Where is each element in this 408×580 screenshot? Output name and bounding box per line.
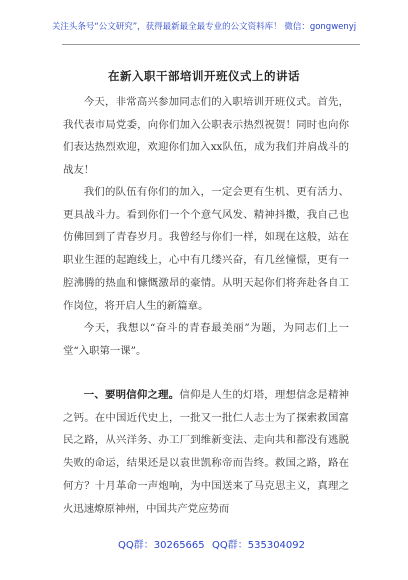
section-1-heading: 一、要明信仰之理。 [83, 389, 180, 401]
footer-qq-group-1: QQ群：30265665 [118, 540, 205, 551]
section-1-body: 信仰是人生的灯塔，理想信念是精神之钙。在中国近代史上，一批又一批仁人志士为了探索救国富民之路，从兴洋务、办工厂到维新变法、走向共和都没有逃脱失败的命运，结果还是以袁世凯称帝而告终。救国之路，路在何方？十月革命一声炮响，为中国送来了马克思主义，真理之火迅速燎原神州，中国共产党应势而 [63, 389, 350, 515]
document-title: 在新入职干部培训开班仪式上的讲话 [108, 69, 300, 83]
paragraph-greeting: 今天，非常高兴参加同志们的入职培训开班仪式。首先，我代表市局党委，向你们加入公职表示热烈祝贺！同时也向你们表达热烈欢迎，欢迎你们加入xx队伍，成为我们并肩战斗的战友！ [63, 96, 349, 177]
paragraph-team: 我们的队伍有你们的加入，一定会更有生机、更有活力、更具战斗力。看到你们一个个意气风发、精神抖擞，我自己也仿佛回到了青春岁月。我曾经与你们一样，如现在这般，站在职业生涯的起跑线上，心中有几缕兴奋，有几丝憧憬，更有一腔沸腾的热血和慷慨激昂的豪情。从明天起你们将奔赴各自工作岗位，将开启人生的新篇章。 [63, 186, 349, 312]
paragraph-section-1 [63, 384, 349, 520]
footer-qq-group-2: QQ群：535304092 [212, 540, 306, 551]
paragraph-topic: 今天，我想以“奋斗的青春最美丽”为题，为同志们上一堂“入职第一课”。 [63, 322, 349, 357]
header-divider [62, 44, 360, 45]
header-banner: 关注头条号“公文研究”，获得最新最全最专业的公文资料库！ 微信：gongwenyj [51, 22, 357, 32]
